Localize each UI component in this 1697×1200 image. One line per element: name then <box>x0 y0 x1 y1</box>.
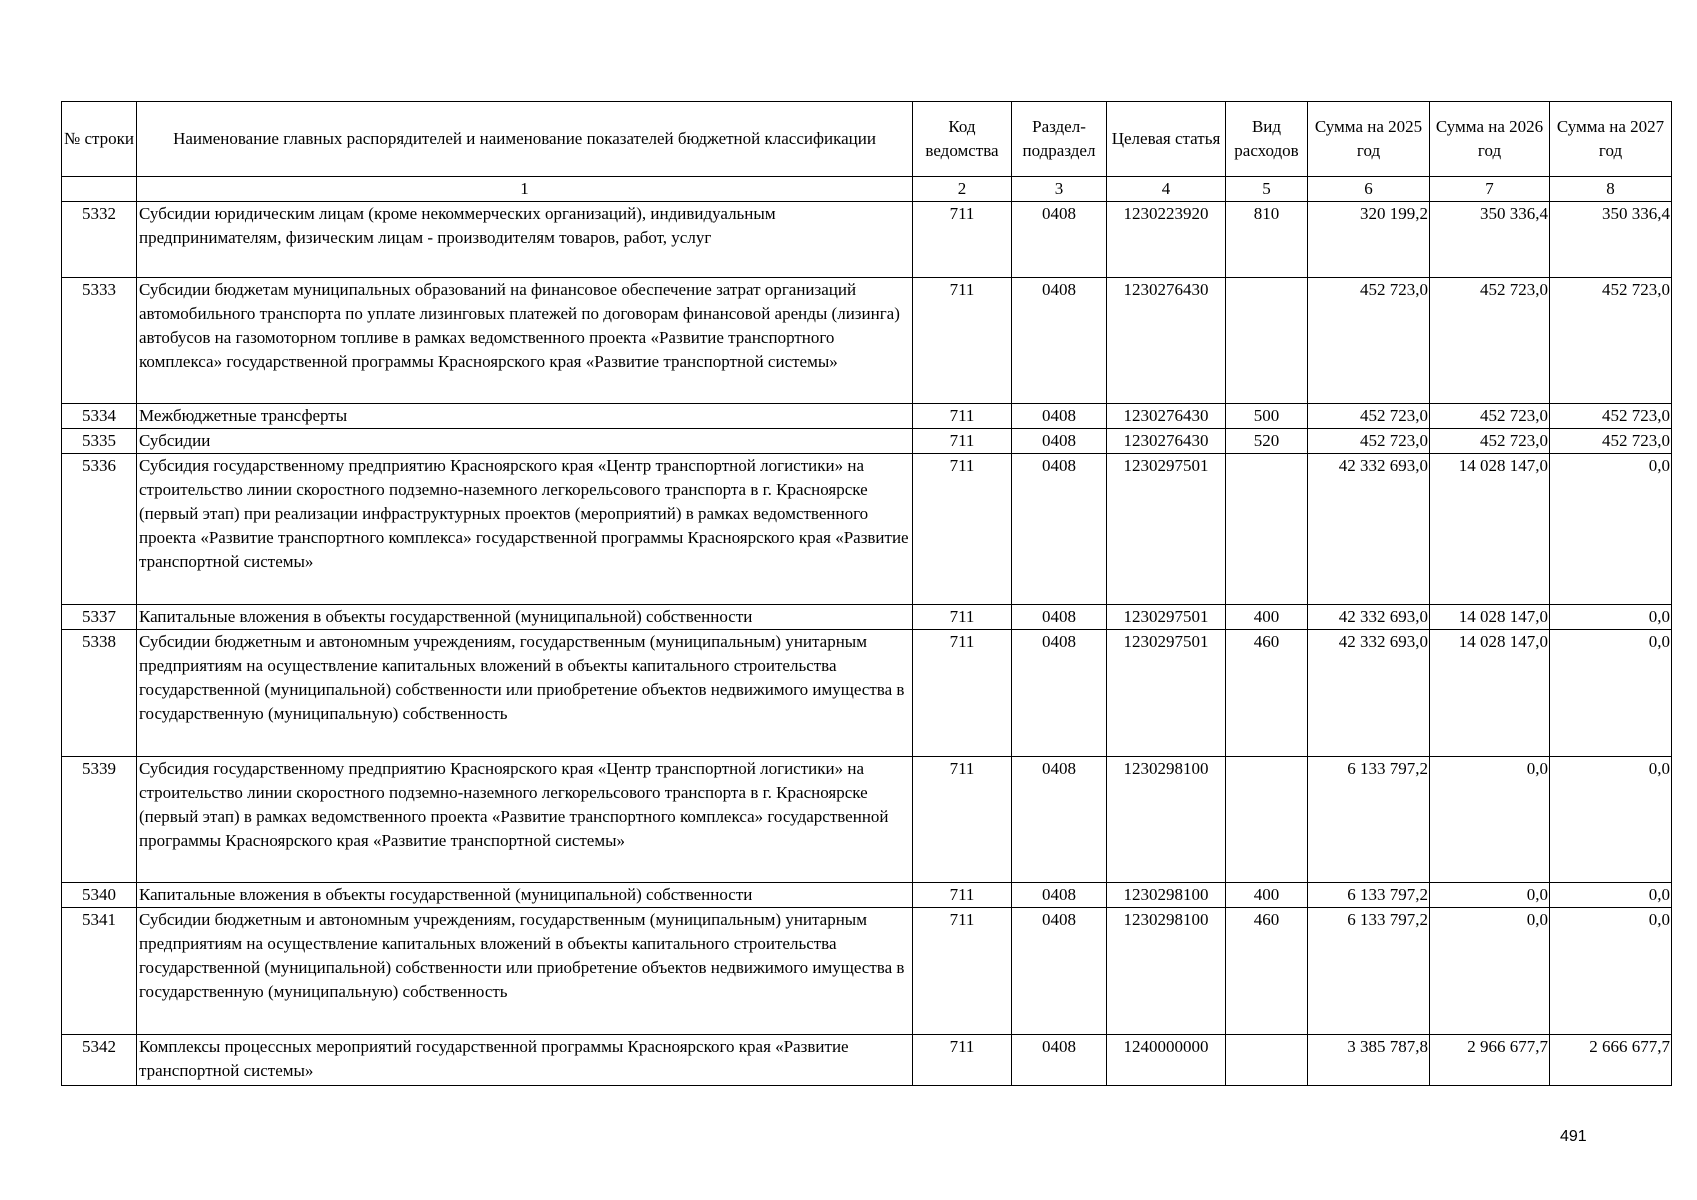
row-sum-2026: 350 336,4 <box>1430 202 1550 278</box>
row-sum-2025: 42 332 693,0 <box>1308 630 1430 757</box>
row-exp-type: 810 <box>1226 202 1308 278</box>
row-sum-2027: 350 336,4 <box>1550 202 1672 278</box>
row-exp-type <box>1226 278 1308 404</box>
row-number: 5336 <box>62 454 137 605</box>
row-section: 0408 <box>1012 454 1107 605</box>
page-number: 491 <box>1560 1128 1587 1145</box>
header-name: Наименование главных распорядителей и наименование показателей бюджетной классификации <box>137 102 913 177</box>
row-dept-code: 711 <box>913 757 1012 883</box>
row-sum-2026: 0,0 <box>1430 757 1550 883</box>
row-target: 1230276430 <box>1107 278 1226 404</box>
row-number: 5338 <box>62 630 137 757</box>
row-section: 0408 <box>1012 883 1107 908</box>
row-exp-type: 460 <box>1226 908 1308 1035</box>
column-number: 7 <box>1430 177 1550 202</box>
row-name: Капитальные вложения в объекты государственной (муниципальной) собственности <box>137 605 913 630</box>
row-sum-2026: 2 966 677,7 <box>1430 1035 1550 1086</box>
column-number: 3 <box>1012 177 1107 202</box>
row-section: 0408 <box>1012 404 1107 429</box>
row-dept-code: 711 <box>913 454 1012 605</box>
row-name: Субсидии бюджетным и автономным учреждениям, государственным (муниципальным) унитарным предприятиям на осуществление капитальных вложений в объекты капитального строительства государственной (муниципальной) собственности или приобретение объектов недвижимого имущества в государственную (муниципальную) собственность <box>137 908 913 1035</box>
row-name: Капитальные вложения в объекты государственной (муниципальной) собственности <box>137 883 913 908</box>
row-section: 0408 <box>1012 429 1107 454</box>
budget-table <box>61 101 1672 1086</box>
row-sum-2027: 0,0 <box>1550 757 1672 883</box>
row-sum-2027: 452 723,0 <box>1550 404 1672 429</box>
row-dept-code: 711 <box>913 1035 1012 1086</box>
row-sum-2025: 452 723,0 <box>1308 429 1430 454</box>
row-target: 1230297501 <box>1107 605 1226 630</box>
row-sum-2026: 452 723,0 <box>1430 404 1550 429</box>
row-dept-code: 711 <box>913 404 1012 429</box>
row-sum-2027: 2 666 677,7 <box>1550 1035 1672 1086</box>
row-name: Субсидии бюджетам муниципальных образований на финансовое обеспечение затрат организаций автомобильного транспорта по уплате лизинговых платежей по договорам финансовой аренды (лизинга) автобусов на газомоторном топливе в рамках ведомственного проекта «Развитие транспортного комплекса» государственной программы Красноярского края «Развитие транспортной системы» <box>137 278 913 404</box>
row-exp-type <box>1226 1035 1308 1086</box>
row-dept-code: 711 <box>913 278 1012 404</box>
header-dept-code: Код ведомства <box>913 102 1012 177</box>
row-number: 5335 <box>62 429 137 454</box>
table-row <box>62 605 1672 630</box>
row-sum-2025: 42 332 693,0 <box>1308 454 1430 605</box>
table-row <box>62 908 1672 1035</box>
row-number: 5337 <box>62 605 137 630</box>
row-number: 5340 <box>62 883 137 908</box>
row-section: 0408 <box>1012 908 1107 1035</box>
row-sum-2026: 452 723,0 <box>1430 429 1550 454</box>
row-name: Субсидии юридическим лицам (кроме некоммерческих организаций), индивидуальным предпринимателям, физическим лицам - производителям товаров, работ, услуг <box>137 202 913 278</box>
row-name: Субсидия государственному предприятию Красноярского края «Центр транспортной логистики» на строительство линии скоростного подземно-наземного легкорельсового транспорта в г. Красноярске (первый этап) в рамках ведомственного проекта «Развитие транспортного комплекса» государственной программы Красноярского края «Развитие транспортной системы» <box>137 757 913 883</box>
row-sum-2027: 0,0 <box>1550 454 1672 605</box>
row-sum-2025: 452 723,0 <box>1308 404 1430 429</box>
row-target: 1230276430 <box>1107 404 1226 429</box>
row-name: Субсидии <box>137 429 913 454</box>
row-section: 0408 <box>1012 1035 1107 1086</box>
row-sum-2026: 452 723,0 <box>1430 278 1550 404</box>
row-sum-2027: 0,0 <box>1550 630 1672 757</box>
row-dept-code: 711 <box>913 908 1012 1035</box>
table-row <box>62 429 1672 454</box>
row-target: 1240000000 <box>1107 1035 1226 1086</box>
row-number: 5332 <box>62 202 137 278</box>
row-sum-2025: 6 133 797,2 <box>1308 908 1430 1035</box>
column-number: 2 <box>913 177 1012 202</box>
row-number: 5333 <box>62 278 137 404</box>
row-sum-2025: 3 385 787,8 <box>1308 1035 1430 1086</box>
header-exp-type: Вид расходов <box>1226 102 1308 177</box>
row-sum-2026: 0,0 <box>1430 883 1550 908</box>
row-sum-2025: 6 133 797,2 <box>1308 757 1430 883</box>
header-section: Раздел-подраздел <box>1012 102 1107 177</box>
header-row-no: № строки <box>62 102 137 177</box>
row-number: 5342 <box>62 1035 137 1086</box>
row-section: 0408 <box>1012 202 1107 278</box>
row-name: Комплексы процессных мероприятий государственной программы Красноярского края «Развитие транспортной системы» <box>137 1035 913 1086</box>
column-number <box>62 177 137 202</box>
header-sum-2026: Сумма на 2026 год <box>1430 102 1550 177</box>
row-exp-type: 500 <box>1226 404 1308 429</box>
row-exp-type: 520 <box>1226 429 1308 454</box>
row-sum-2026: 0,0 <box>1430 908 1550 1035</box>
row-target: 1230297501 <box>1107 630 1226 757</box>
row-target: 1230297501 <box>1107 454 1226 605</box>
row-target: 1230223920 <box>1107 202 1226 278</box>
row-section: 0408 <box>1012 278 1107 404</box>
row-dept-code: 711 <box>913 630 1012 757</box>
row-sum-2027: 452 723,0 <box>1550 278 1672 404</box>
row-target: 1230298100 <box>1107 757 1226 883</box>
table-row <box>62 1035 1672 1086</box>
row-number: 5341 <box>62 908 137 1035</box>
column-number: 8 <box>1550 177 1672 202</box>
header-sum-2025: Сумма на 2025 год <box>1308 102 1430 177</box>
column-number: 1 <box>137 177 913 202</box>
row-exp-type <box>1226 454 1308 605</box>
row-section: 0408 <box>1012 757 1107 883</box>
row-exp-type: 460 <box>1226 630 1308 757</box>
header-target: Целевая статья <box>1107 102 1226 177</box>
row-target: 1230276430 <box>1107 429 1226 454</box>
table-row <box>62 883 1672 908</box>
row-exp-type <box>1226 757 1308 883</box>
row-target: 1230298100 <box>1107 883 1226 908</box>
row-exp-type: 400 <box>1226 883 1308 908</box>
column-numbers-row <box>62 177 1672 202</box>
row-dept-code: 711 <box>913 202 1012 278</box>
row-name: Межбюджетные трансферты <box>137 404 913 429</box>
table-row <box>62 454 1672 605</box>
header-sum-2027: Сумма на 2027 год <box>1550 102 1672 177</box>
table-row <box>62 404 1672 429</box>
row-sum-2025: 6 133 797,2 <box>1308 883 1430 908</box>
table-row <box>62 630 1672 757</box>
table-row <box>62 278 1672 404</box>
table-row <box>62 757 1672 883</box>
row-sum-2026: 14 028 147,0 <box>1430 630 1550 757</box>
row-sum-2026: 14 028 147,0 <box>1430 605 1550 630</box>
row-sum-2027: 0,0 <box>1550 883 1672 908</box>
row-sum-2027: 0,0 <box>1550 908 1672 1035</box>
table-row <box>62 202 1672 278</box>
row-name: Субсидия государственному предприятию Красноярского края «Центр транспортной логистики» на строительство линии скоростного подземно-наземного легкорельсового транспорта в г. Красноярске (первый этап) при реализации инфраструктурных проектов (мероприятий) в рамках ведомственного проекта «Развитие транспортного комплекса» государственной программы Красноярского края «Развитие транспортной системы» <box>137 454 913 605</box>
row-name: Субсидии бюджетным и автономным учреждениям, государственным (муниципальным) унитарным предприятиям на осуществление капитальных вложений в объекты капитального строительства государственной (муниципальной) собственности или приобретение объектов недвижимого имущества в государственную (муниципальную) собственность <box>137 630 913 757</box>
row-sum-2025: 42 332 693,0 <box>1308 605 1430 630</box>
row-exp-type: 400 <box>1226 605 1308 630</box>
row-dept-code: 711 <box>913 429 1012 454</box>
row-number: 5334 <box>62 404 137 429</box>
row-sum-2025: 452 723,0 <box>1308 278 1430 404</box>
row-sum-2027: 0,0 <box>1550 605 1672 630</box>
row-target: 1230298100 <box>1107 908 1226 1035</box>
row-dept-code: 711 <box>913 605 1012 630</box>
column-number: 4 <box>1107 177 1226 202</box>
row-section: 0408 <box>1012 605 1107 630</box>
column-number: 5 <box>1226 177 1308 202</box>
row-sum-2026: 14 028 147,0 <box>1430 454 1550 605</box>
row-sum-2027: 452 723,0 <box>1550 429 1672 454</box>
row-dept-code: 711 <box>913 883 1012 908</box>
row-sum-2025: 320 199,2 <box>1308 202 1430 278</box>
row-number: 5339 <box>62 757 137 883</box>
column-number: 6 <box>1308 177 1430 202</box>
table-header-row <box>62 102 1672 177</box>
row-section: 0408 <box>1012 630 1107 757</box>
